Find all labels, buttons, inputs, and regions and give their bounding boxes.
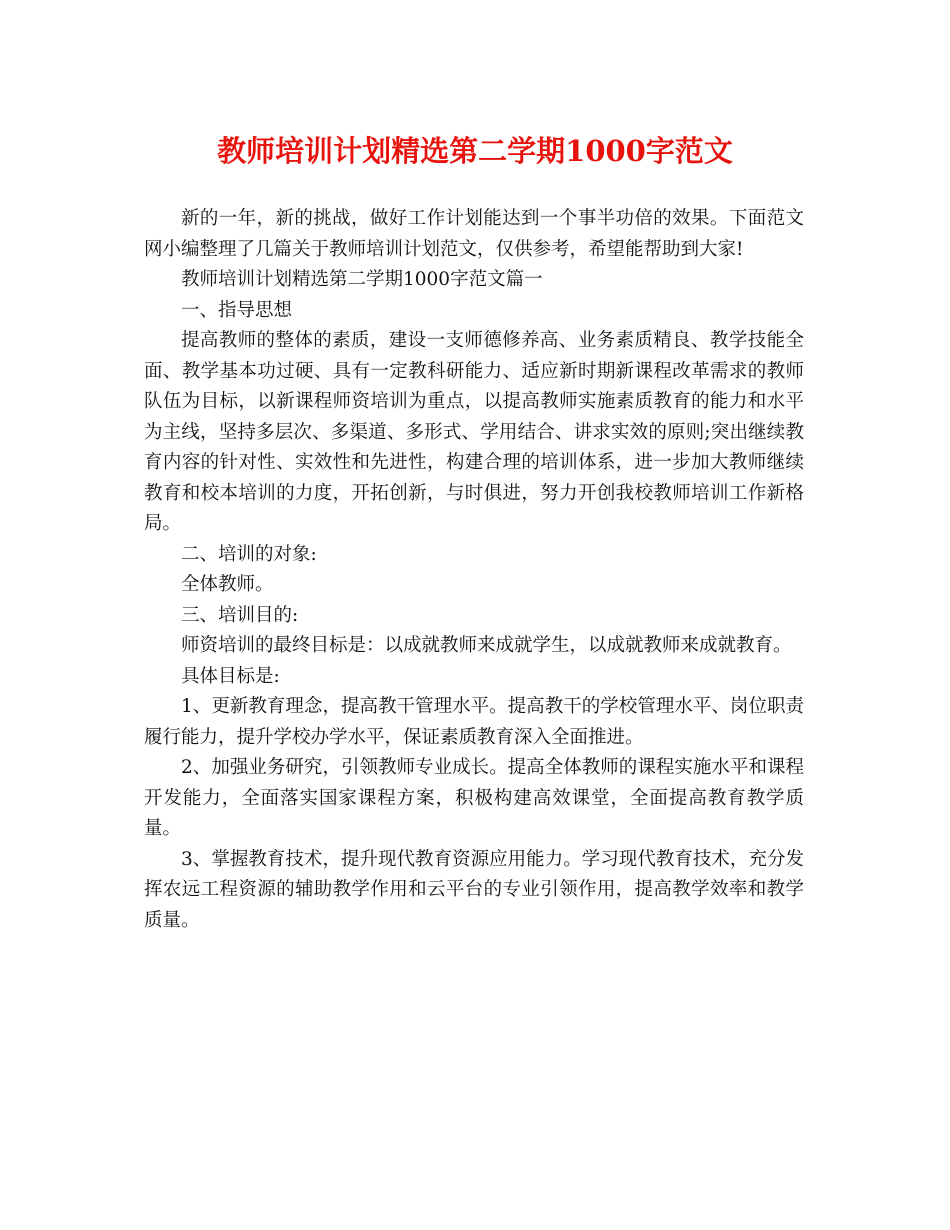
document-title: 教师培训计划精选第二学期1000字范文 xyxy=(217,134,733,168)
paragraph-all-teachers: 全体教师。 xyxy=(181,574,274,595)
list-item-goal-2: 2、加强业务研究，引领教师专业成长。提高全体教师的课程实施水平和课程开发能力，全面落实国家课程方案，积极构建高效课堂，全面提高教育教学质量。 xyxy=(144,757,804,839)
paragraph-article-heading: 教师培训计划精选第二学期1000字范文篇一 xyxy=(181,269,543,290)
paragraph-specific-goals-label: 具体目标是: xyxy=(181,665,280,687)
list-item-goal-3: 3、掌握教育技术，提升现代教育资源应用能力。学习现代教育技术，充分发挥农远工程资源的辅助教学作用和云平台的专业引领作用，提高教学效率和教学质量。 xyxy=(144,848,804,931)
paragraph-intro: 新的一年，新的挑战，做好工作计划能达到一个事半功倍的效果。下面范文网小编整理了几篇关于教师培训计划范文，仅供参考，希望能帮助到大家! xyxy=(144,208,804,260)
section-heading-training-targets: 二、培训的对象: xyxy=(181,543,317,565)
section-heading-training-purpose: 三、培训目的: xyxy=(181,604,299,626)
section-heading-guiding-ideology: 一、指导思想 xyxy=(181,299,293,321)
paragraph-guiding-ideology: 提高教师的整体的素质，建设一支师德修养高、业务素质精良、教学技能全面、教学基本功过硬、具有一定教科研能力、适应新时期新课程改革需求的教师队伍为目标，以新课程师资培训为重点，以提高教师实施素质教育的能力和水平为主线，坚持多层次、多渠道、多形式、学用结合、讲求实效的原则;突出继续教育内容的针对性、实效性和先进性，构建合理的培训体系，进一步加大教师继续教育和校本培训的力度，开拓创新，与时俱进，努力开创我校教师培训工作新格局。 xyxy=(144,330,804,534)
document-body xyxy=(144,204,804,936)
paragraph-ultimate-goal: 师资培训的最终目标是：以成就教师来成就学生，以成就教师来成就教育。 xyxy=(181,635,792,656)
list-item-goal-1: 1、更新教育理念，提高教干管理水平。提高教干的学校管理水平、岗位职责履行能力，提升学校办学水平，保证素质教育深入全面推进。 xyxy=(144,696,804,748)
